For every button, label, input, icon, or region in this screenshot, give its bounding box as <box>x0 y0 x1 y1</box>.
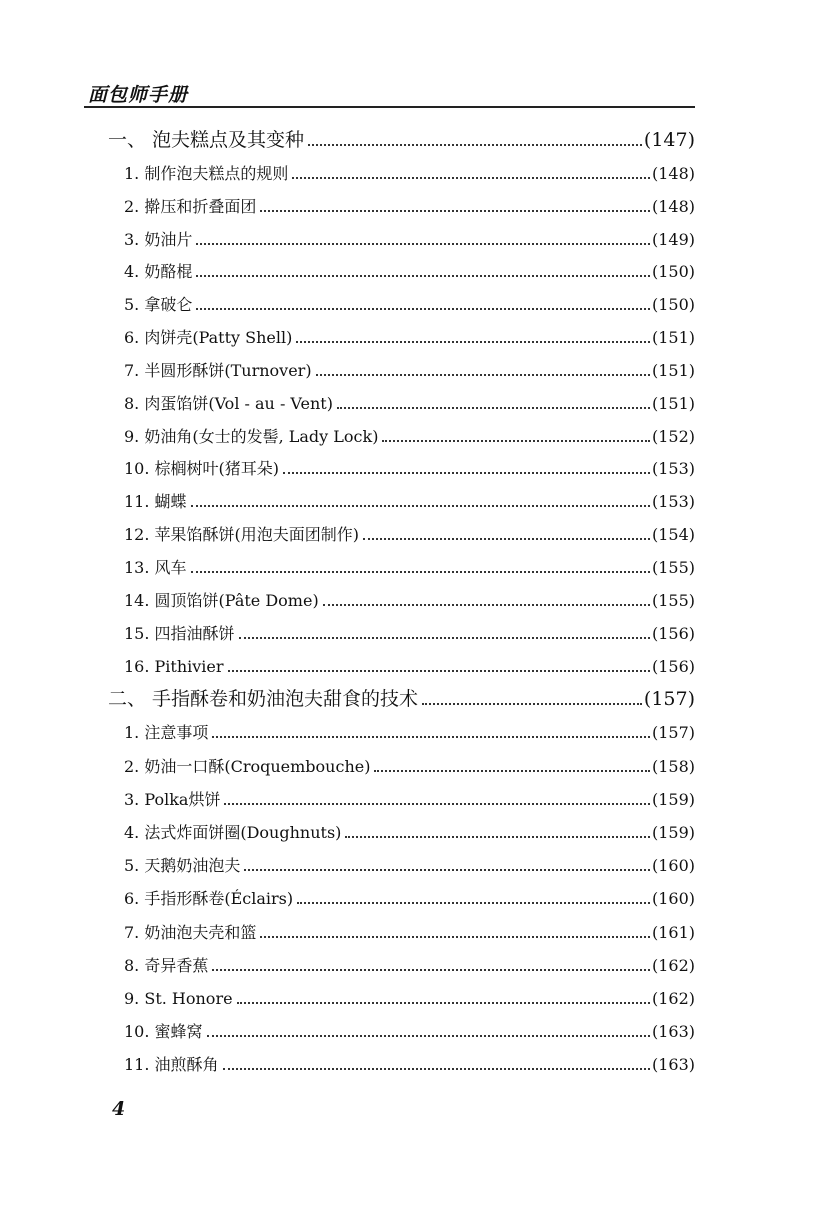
toc-item <box>124 459 695 479</box>
dot-leader <box>196 274 650 277</box>
dot-leader <box>316 373 650 376</box>
toc-item-label: 3. Polka烘饼 <box>124 790 221 809</box>
dot-leader <box>422 702 642 705</box>
toc-item-label: 15. 四指油酥饼 <box>124 624 235 643</box>
dot-leader <box>223 1067 650 1070</box>
toc-page-number: (151) <box>651 361 695 380</box>
toc-section-label: 一、 泡夫糕点及其变种 <box>108 129 305 151</box>
toc-item <box>124 624 695 644</box>
dot-leader <box>224 802 650 805</box>
toc-section-2 <box>108 689 695 709</box>
dot-leader <box>337 406 650 409</box>
toc-page-number: (156) <box>651 624 695 643</box>
toc-page-number: (160) <box>651 856 695 875</box>
toc-item <box>124 525 695 545</box>
toc-page-number: (154) <box>651 525 695 544</box>
toc-page-number: (163) <box>651 1022 695 1041</box>
toc-item-label: 9. 奶油角(女士的发髻, Lady Lock) <box>124 427 379 446</box>
toc-page-number: (151) <box>651 394 695 413</box>
toc-page-number: (151) <box>651 328 695 347</box>
toc-item <box>124 956 695 976</box>
header-rule <box>84 106 695 109</box>
toc-item <box>124 1022 695 1042</box>
toc-item <box>124 164 695 184</box>
toc-item <box>124 591 695 611</box>
toc-item-label: 8. 奇异香蕉 <box>124 956 209 975</box>
dot-leader <box>212 735 650 738</box>
toc-item <box>124 723 695 743</box>
dot-leader <box>292 176 650 179</box>
toc-item <box>124 757 695 777</box>
dot-leader <box>191 504 650 507</box>
toc-page-number: (158) <box>651 757 695 776</box>
toc-item <box>124 558 695 578</box>
toc-item <box>124 328 695 348</box>
toc-item-label: 6. 手指形酥卷(Éclairs) <box>124 889 294 908</box>
dot-leader <box>237 1001 650 1004</box>
toc-item-label: 5. 天鹅奶油泡夫 <box>124 856 241 875</box>
toc-item <box>124 361 695 381</box>
toc-item-label: 6. 肉饼壳(Patty Shell) <box>124 328 293 347</box>
toc-item-label: 2. 奶油一口酥(Croquembouche) <box>124 757 371 776</box>
toc-item-label: 1. 注意事项 <box>124 723 209 742</box>
dot-leader <box>196 242 650 245</box>
toc-page-number: (159) <box>651 823 695 842</box>
toc-page-number: (153) <box>651 459 695 478</box>
toc-item <box>124 394 695 414</box>
toc-item-label: 2. 擀压和折叠面团 <box>124 197 257 216</box>
dot-leader <box>374 769 650 772</box>
toc-item-label: 3. 奶油片 <box>124 230 193 249</box>
dot-leader <box>345 835 650 838</box>
toc-item-label: 4. 法式炸面饼圈(Doughnuts) <box>124 823 342 842</box>
dot-leader <box>323 603 650 606</box>
toc-page-number: (148) <box>651 197 695 216</box>
toc-item-label: 10. 棕榈树叶(猪耳朵) <box>124 459 280 478</box>
toc-item-label: 1. 制作泡夫糕点的规则 <box>124 164 289 183</box>
toc-page-number: (157) <box>643 688 695 710</box>
toc-page-number: (163) <box>651 1055 695 1074</box>
toc-item <box>124 790 695 810</box>
toc-page-number: (148) <box>651 164 695 183</box>
dot-leader <box>244 868 650 871</box>
toc-page-number: (162) <box>651 989 695 1008</box>
dot-leader <box>296 340 650 343</box>
toc-page-number: (152) <box>651 427 695 446</box>
page-number: 4 <box>112 1098 126 1120</box>
toc-item-label: 11. 蝴蝶 <box>124 492 187 511</box>
toc-page-number: (161) <box>651 923 695 942</box>
toc-page-number: (149) <box>651 230 695 249</box>
toc-item <box>124 197 695 217</box>
toc-item-label: 7. 奶油泡夫壳和篮 <box>124 923 257 942</box>
toc-item-label: 11. 油煎酥角 <box>124 1055 219 1074</box>
toc-page-number: (155) <box>651 591 695 610</box>
toc-item <box>124 427 695 447</box>
toc-page-number: (147) <box>643 129 695 151</box>
toc-item-label: 9. St. Honore <box>124 989 233 1008</box>
toc-page-number: (150) <box>651 295 695 314</box>
toc-page-number: (155) <box>651 558 695 577</box>
dot-leader <box>260 209 650 212</box>
toc-item-label: 14. 圆顶馅饼(Pâte Dome) <box>124 591 319 610</box>
dot-leader <box>297 901 650 904</box>
toc-item-label: 8. 肉蛋馅饼(Vol - au - Vent) <box>124 394 333 413</box>
toc-item-label: 16. Pithivier <box>124 657 224 676</box>
toc-item <box>124 823 695 843</box>
dot-leader <box>260 935 650 938</box>
toc-item-label: 10. 蜜蜂窝 <box>124 1022 203 1041</box>
dot-leader <box>283 471 650 474</box>
dot-leader <box>363 537 650 540</box>
toc-section-1 <box>108 130 695 150</box>
dot-leader <box>382 439 650 442</box>
dot-leader <box>308 143 642 146</box>
dot-leader <box>228 669 650 672</box>
toc-page-number: (160) <box>651 889 695 908</box>
toc-item <box>124 230 695 250</box>
dot-leader <box>239 636 650 639</box>
toc-item <box>124 1055 695 1075</box>
toc-item <box>124 989 695 1009</box>
toc-item <box>124 923 695 943</box>
toc-item <box>124 262 695 282</box>
toc-item <box>124 889 695 909</box>
toc-page-number: (150) <box>651 262 695 281</box>
toc-page-number: (156) <box>651 657 695 676</box>
toc-item-label: 13. 风车 <box>124 558 187 577</box>
running-header: 面包师手册 <box>88 84 189 106</box>
dot-leader <box>196 307 650 310</box>
toc-item-label: 4. 奶酪棍 <box>124 262 193 281</box>
dot-leader <box>212 968 650 971</box>
toc-item-label: 5. 拿破仑 <box>124 295 193 314</box>
dot-leader <box>207 1034 650 1037</box>
toc-item <box>124 295 695 315</box>
toc-page-number: (157) <box>651 723 695 742</box>
toc-section-label: 二、 手指酥卷和奶油泡夫甜食的技术 <box>108 688 419 710</box>
toc-page-number: (153) <box>651 492 695 511</box>
toc-item <box>124 856 695 876</box>
toc-item-label: 12. 苹果馅酥饼(用泡夫面团制作) <box>124 525 360 544</box>
toc-item <box>124 492 695 512</box>
dot-leader <box>191 570 650 573</box>
toc-item <box>124 657 695 677</box>
toc-item-label: 7. 半圆形酥饼(Turnover) <box>124 361 312 380</box>
toc-page-number: (162) <box>651 956 695 975</box>
toc-page-number: (159) <box>651 790 695 809</box>
